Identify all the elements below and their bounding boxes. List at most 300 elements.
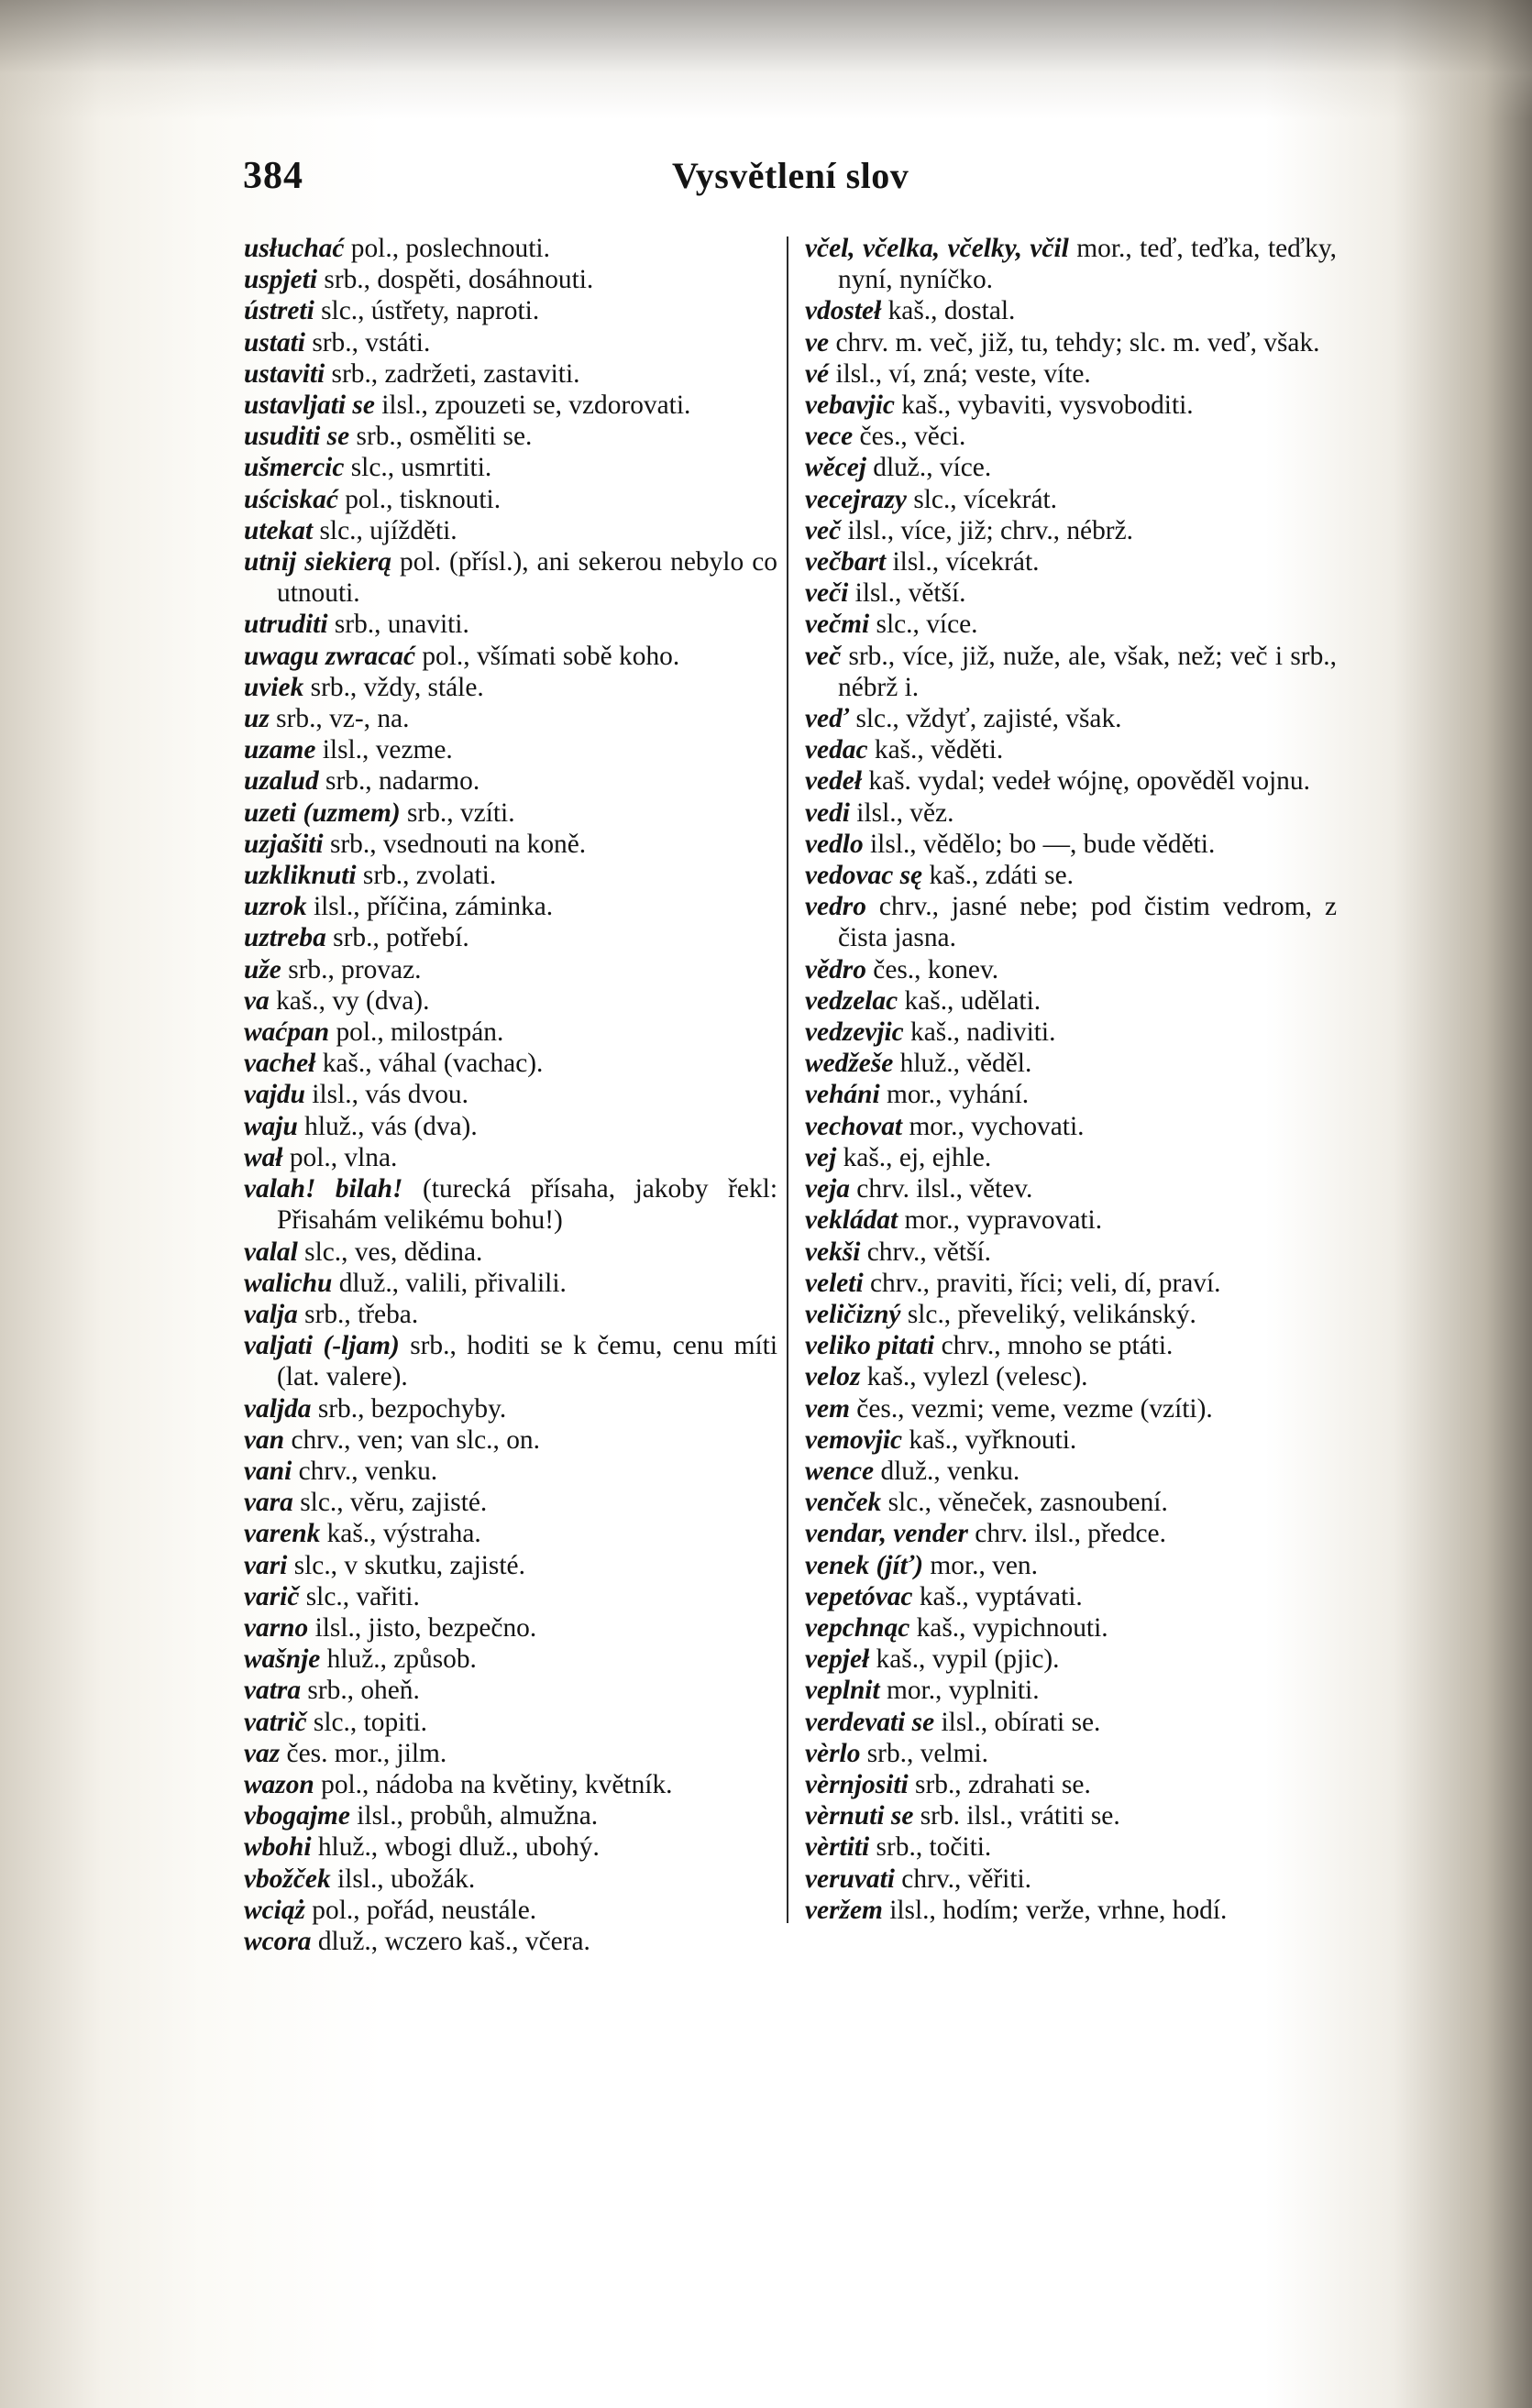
entry-definition: ilsl., ubožák. xyxy=(330,1864,476,1894)
dictionary-entry xyxy=(244,954,777,985)
entry-headword: varič xyxy=(244,1581,300,1611)
entry-headword: utnij siekierą xyxy=(244,547,391,577)
entry-headword: veja xyxy=(805,1174,850,1204)
dictionary-entry xyxy=(805,421,1337,452)
entry-definition: srb., nadarmo. xyxy=(318,766,480,797)
entry-headword: valjda xyxy=(244,1393,312,1424)
dictionary-entry xyxy=(244,1237,777,1268)
entry-headword: veď xyxy=(805,704,850,734)
entry-definition: čes., věci. xyxy=(853,422,966,452)
entry-headword: vedro xyxy=(805,892,866,922)
entry-headword: več xyxy=(805,641,842,671)
entry-definition: kaš., ej, ejhle. xyxy=(836,1142,992,1172)
entry-headword: vbogajme xyxy=(244,1801,350,1831)
entry-headword: vem xyxy=(805,1393,850,1424)
dictionary-entry xyxy=(244,1048,777,1079)
dictionary-entry xyxy=(805,1864,1337,1895)
entry-headword: uže xyxy=(244,954,281,984)
dictionary-entry xyxy=(244,609,777,640)
dictionary-entry xyxy=(805,295,1337,326)
entry-definition: ilsl., obírati se. xyxy=(934,1707,1101,1737)
entry-headword: valah! bilah! xyxy=(244,1174,403,1204)
dictionary-entry xyxy=(805,891,1337,953)
entry-definition: pol., tisknouti. xyxy=(337,484,501,514)
dictionary-entry xyxy=(244,264,777,295)
entry-definition: (turecká přísaha, jakoby řekl: Přisahám velikému bohu!) xyxy=(277,1174,777,1236)
dictionary-entry xyxy=(805,1048,1337,1079)
entry-headword: vedac xyxy=(805,735,868,765)
entry-definition: slc., věneček, zasnoubení. xyxy=(881,1488,1168,1518)
entry-headword: vekši xyxy=(805,1237,861,1267)
dictionary-entry xyxy=(805,546,1337,577)
entry-headword: ustati xyxy=(244,327,305,357)
dictionary-entry xyxy=(244,1487,777,1518)
entry-definition: slc., ves, dědina. xyxy=(297,1237,483,1267)
entry-headword: veháni xyxy=(805,1080,880,1110)
entry-definition: srb., zadržeti, zastaviti. xyxy=(325,358,580,389)
dictionary-entry xyxy=(244,891,777,922)
dictionary-entry xyxy=(244,1738,777,1769)
entry-definition: hluž., wbogi dluž., ubohý. xyxy=(311,1832,600,1863)
entry-headword: vatrič xyxy=(244,1707,307,1737)
dictionary-entry xyxy=(805,1800,1337,1831)
dictionary-entry xyxy=(805,1831,1337,1863)
entry-headword: več xyxy=(805,515,842,545)
dictionary-entry xyxy=(805,860,1337,891)
dictionary-entry xyxy=(244,765,777,797)
entry-headword: ve xyxy=(805,327,830,357)
entry-headword: wedžeše xyxy=(805,1049,894,1079)
dictionary-entry xyxy=(805,1330,1337,1361)
entry-definition: slc., ujížděti. xyxy=(313,515,457,545)
entry-headword: van xyxy=(244,1424,285,1455)
dictionary-entry xyxy=(244,295,777,326)
dictionary-entry xyxy=(805,452,1337,483)
entry-definition: kaš., vylezl (velesc). xyxy=(860,1362,1088,1392)
left-column xyxy=(244,233,777,1957)
entry-definition: ilsl., vědělo; bo —, bude věděti. xyxy=(863,829,1216,859)
entry-headword: vece xyxy=(805,422,854,452)
dictionary-entry xyxy=(244,1707,777,1738)
entry-headword: vedlo xyxy=(805,829,864,859)
dictionary-entry xyxy=(805,1456,1337,1487)
dictionary-entry xyxy=(244,1173,777,1236)
entry-definition: chrv., venku. xyxy=(292,1456,438,1486)
entry-definition: srb., dospěti, dosáhnouti. xyxy=(317,265,594,295)
entry-definition: ilsl., zpouzeti se, vzdorovati. xyxy=(374,390,691,421)
entry-definition: pol., milostpán. xyxy=(329,1017,504,1048)
entry-headword: uzrok xyxy=(244,892,307,922)
entry-definition: srb., třeba. xyxy=(297,1299,419,1329)
dictionary-entry xyxy=(805,797,1337,829)
dictionary-entry xyxy=(805,829,1337,860)
entry-headword: veplnit xyxy=(805,1676,880,1706)
entry-definition: srb., vsednouti na koně. xyxy=(323,829,587,859)
entry-headword: uwagu zwracać xyxy=(244,641,415,671)
entry-headword: vepjeł xyxy=(805,1644,870,1675)
entry-headword: vé xyxy=(805,358,830,389)
entry-definition: srb., vždy, stále. xyxy=(303,672,484,702)
entry-headword: vej xyxy=(805,1142,837,1172)
entry-definition: srb., unaviti. xyxy=(327,610,469,640)
page-header xyxy=(0,154,1532,200)
entry-definition: ilsl., probůh, almužna. xyxy=(349,1801,599,1831)
entry-definition: srb., hoditi se k čemu, cenu míti (lat. valere). xyxy=(277,1331,777,1392)
dictionary-entry xyxy=(244,1079,777,1110)
entry-headword: vara xyxy=(244,1488,293,1518)
dictionary-entry xyxy=(244,860,777,891)
dictionary-entry xyxy=(244,1926,777,1957)
entry-definition: srb., zvolati. xyxy=(356,861,497,891)
dictionary-entry xyxy=(244,641,777,672)
dictionary-entry xyxy=(244,1769,777,1800)
entry-headword: veliko pitati xyxy=(805,1331,935,1361)
entry-headword: va xyxy=(244,985,270,1016)
dictionary-entry xyxy=(244,1393,777,1424)
entry-definition: kaš., vy (dva). xyxy=(269,985,430,1016)
entry-headword: wence xyxy=(805,1456,875,1486)
entry-definition: slc., vařiti. xyxy=(299,1581,420,1611)
entry-headword: ústreti xyxy=(244,296,314,326)
entry-headword: vedzevjic xyxy=(805,1017,904,1048)
entry-headword: vèrlo xyxy=(805,1738,861,1768)
entry-definition: chrv. ilsl., větev. xyxy=(849,1174,1033,1204)
dictionary-entry xyxy=(244,1644,777,1675)
entry-definition: srb., oheň. xyxy=(301,1676,420,1706)
entry-definition: ilsl., vás dvou. xyxy=(304,1080,468,1110)
entry-definition: slc., věru, zajisté. xyxy=(292,1488,488,1518)
dictionary-entry xyxy=(244,1330,777,1392)
entry-definition: slc., vícekrát. xyxy=(906,484,1057,514)
entry-headword: vacheł xyxy=(244,1049,316,1079)
entry-headword: uzkliknuti xyxy=(244,861,357,891)
dictionary-entry xyxy=(244,1581,777,1612)
entry-definition: slc., topiti. xyxy=(306,1707,428,1737)
dictionary-entry xyxy=(805,358,1337,390)
entry-headword: wcora xyxy=(244,1926,312,1956)
dictionary-entry xyxy=(244,484,777,515)
entry-headword: valja xyxy=(244,1299,298,1329)
entry-headword: venček xyxy=(805,1488,882,1518)
dictionary-entry xyxy=(805,734,1337,765)
dictionary-entry xyxy=(805,985,1337,1017)
entry-headword: vajdu xyxy=(244,1080,305,1110)
dictionary-entry xyxy=(805,1738,1337,1769)
scan-shadow xyxy=(0,0,1532,119)
entry-headword: vèrtiti xyxy=(805,1832,870,1863)
entry-headword: vaz xyxy=(244,1738,281,1768)
dictionary-entry xyxy=(244,1895,777,1926)
entry-headword: ustavljati se xyxy=(244,390,375,421)
entry-headword: wěcej xyxy=(805,453,866,483)
entry-definition: hluž., způsob. xyxy=(320,1644,477,1675)
dictionary-entry xyxy=(805,1424,1337,1456)
dictionary-entry xyxy=(805,1142,1337,1173)
entry-definition: srb., potřebí. xyxy=(325,923,469,953)
entry-headword: verdevati se xyxy=(805,1707,935,1737)
page-number: 384 xyxy=(243,155,303,197)
entry-definition: dluž., více. xyxy=(865,453,992,483)
entry-headword: vdosteł xyxy=(805,296,882,326)
dictionary-entry xyxy=(805,1895,1337,1926)
entry-headword: usuditi se xyxy=(244,422,350,452)
entry-definition: mor., vyhání. xyxy=(879,1080,1030,1110)
entry-headword: vecejrazy xyxy=(805,484,907,514)
entry-definition: kaš., věděti. xyxy=(867,735,1004,765)
running-head: Vysvětlení slov xyxy=(672,155,909,196)
entry-headword: uzame xyxy=(244,735,316,765)
entry-headword: večmi xyxy=(805,610,870,640)
entry-headword: veloz xyxy=(805,1362,861,1392)
entry-definition: čes., vezmi; veme, vezme (vzíti). xyxy=(849,1393,1213,1424)
entry-headword: uściskać xyxy=(244,484,338,514)
dictionary-entry xyxy=(244,515,777,546)
dictionary-entry xyxy=(805,1675,1337,1706)
entry-definition: slc., více. xyxy=(869,610,978,640)
dictionary-entry xyxy=(244,1864,777,1895)
dictionary-entry xyxy=(244,1111,777,1142)
entry-headword: vedi xyxy=(805,797,850,828)
entry-definition: chrv., větší. xyxy=(860,1237,991,1267)
entry-definition: chrv., praviti, říci; veli, dí, praví. xyxy=(863,1268,1221,1298)
entry-headword: valal xyxy=(244,1237,298,1267)
entry-definition: ilsl., ví, zná; veste, víte. xyxy=(829,358,1091,389)
entry-definition: chrv. m. več, již, tu, tehdy; slc. m. veď, však. xyxy=(829,327,1320,357)
entry-definition: srb., bezpochyby. xyxy=(311,1393,507,1424)
entry-headword: wał xyxy=(244,1142,283,1172)
dictionary-entry xyxy=(244,1831,777,1863)
entry-headword: wazon xyxy=(244,1769,314,1799)
entry-definition: kaš., vypil (pjic). xyxy=(869,1644,1060,1675)
dictionary-entry xyxy=(244,734,777,765)
dictionary-entry xyxy=(805,765,1337,797)
entry-headword: venek (jíť) xyxy=(805,1550,924,1580)
entry-headword: usłuchać xyxy=(244,234,345,263)
dictionary-entry xyxy=(805,233,1337,295)
entry-definition: slc., převeliký, velikánský. xyxy=(900,1299,1196,1329)
entry-definition: chrv. ilsl., předce. xyxy=(967,1519,1166,1549)
dictionary-entry xyxy=(805,1518,1337,1549)
entry-definition: pol., vlna. xyxy=(282,1142,398,1172)
entry-definition: hluž., věděl. xyxy=(893,1049,1032,1079)
entry-definition: kaš., váhal (vachac). xyxy=(315,1049,544,1079)
entry-definition: pol., všímati sobě koho. xyxy=(415,641,680,671)
entry-definition: srb., více, již, nuže, ale, však, než; več i srb., nébrž i. xyxy=(838,641,1337,702)
dictionary-entry xyxy=(244,703,777,734)
dictionary-entry xyxy=(805,390,1337,421)
entry-headword: vedzelac xyxy=(805,985,898,1016)
entry-definition: dluž., wczero kaš., včera. xyxy=(311,1926,590,1956)
entry-definition: kaš., vyřknouti. xyxy=(902,1424,1077,1455)
entry-headword: večbart xyxy=(805,547,887,577)
entry-headword: vèrnjositi xyxy=(805,1769,909,1799)
dictionary-entry xyxy=(805,703,1337,734)
dictionary-entry xyxy=(244,1017,777,1048)
entry-definition: mor., ven. xyxy=(923,1550,1038,1580)
right-column xyxy=(805,233,1337,1926)
dictionary-entry xyxy=(805,1361,1337,1392)
entry-definition: srb., velmi. xyxy=(860,1738,988,1768)
column-divider xyxy=(787,236,788,1923)
dictionary-entry xyxy=(244,358,777,390)
entry-definition: srb., osměliti se. xyxy=(349,422,533,452)
dictionary-entry xyxy=(805,609,1337,640)
entry-headword: veči xyxy=(805,578,849,609)
entry-headword: varno xyxy=(244,1612,309,1643)
entry-headword: veličizný xyxy=(805,1299,901,1329)
dictionary-entry xyxy=(805,1550,1337,1581)
dictionary-entry xyxy=(244,327,777,358)
entry-headword: uzeti (uzmem) xyxy=(244,797,401,828)
entry-definition: ilsl., vezme. xyxy=(315,735,453,765)
entry-headword: vatra xyxy=(244,1676,302,1706)
dictionary-entry xyxy=(244,922,777,953)
entry-headword: ustaviti xyxy=(244,358,325,389)
entry-definition: slc., ústřety, naproti. xyxy=(314,296,540,326)
dictionary-entry xyxy=(805,577,1337,609)
dictionary-entry xyxy=(244,1800,777,1831)
entry-headword: wbohi xyxy=(244,1832,312,1863)
dictionary-entry xyxy=(244,1142,777,1173)
entry-definition: srb., provaz. xyxy=(281,954,422,984)
dictionary-entry xyxy=(805,1612,1337,1644)
dictionary-entry xyxy=(244,829,777,860)
dictionary-entry xyxy=(805,1017,1337,1048)
entry-headword: utruditi xyxy=(244,610,328,640)
entry-definition: čes. mor., jilm. xyxy=(280,1738,447,1768)
dictionary-entry xyxy=(244,1456,777,1487)
dictionary-entry xyxy=(244,546,777,609)
entry-definition: chrv., jasné nebe; pod čistim vedrom, z čista jasna. xyxy=(838,892,1337,953)
entry-definition: ilsl., více, již; chrv., nébrž. xyxy=(841,515,1133,545)
dictionary-entry xyxy=(244,985,777,1017)
entry-headword: vedovac sę xyxy=(805,861,923,891)
dictionary-entry xyxy=(244,672,777,703)
entry-definition: ilsl., hodím; verže, vrhne, hodí. xyxy=(882,1895,1228,1925)
entry-headword: waćpan xyxy=(244,1017,330,1048)
entry-headword: vbožček xyxy=(244,1864,331,1894)
dictionary-entry xyxy=(244,233,777,264)
dictionary-entry xyxy=(244,797,777,829)
entry-headword: vekládat xyxy=(805,1205,898,1236)
entry-definition: pol., pořád, neustále. xyxy=(304,1895,537,1925)
entry-definition: mor., teď, teďka, teďky, nyní, nyníčko. xyxy=(838,234,1337,295)
entry-definition: dluž., venku. xyxy=(874,1456,1020,1486)
entry-definition: pol., poslechnouti. xyxy=(344,234,550,263)
entry-definition: srb., vstáti. xyxy=(304,327,431,357)
entry-headword: varenk xyxy=(244,1519,321,1549)
dictionary-entry xyxy=(244,1518,777,1549)
dictionary-entry xyxy=(805,515,1337,546)
entry-headword: uzalud xyxy=(244,766,319,797)
dictionary-entry xyxy=(244,1299,777,1330)
entry-headword: vepchnąc xyxy=(805,1612,910,1643)
entry-definition: srb., točiti. xyxy=(869,1832,992,1863)
entry-headword: uviek xyxy=(244,672,304,702)
entry-headword: ušmercic xyxy=(244,453,345,483)
entry-definition: čes., konev. xyxy=(865,954,999,984)
entry-definition: srb., vzíti. xyxy=(400,797,515,828)
entry-definition: dluž., valili, přivalili. xyxy=(332,1268,567,1298)
entry-headword: vemovjic xyxy=(805,1424,903,1455)
dictionary-entry xyxy=(805,1581,1337,1612)
entry-definition: ilsl., příčina, záminka. xyxy=(306,892,554,922)
entry-definition: srb., vz-, na. xyxy=(269,704,410,734)
dictionary-entry xyxy=(805,641,1337,703)
entry-definition: chrv., mnoho se ptáti. xyxy=(934,1331,1174,1361)
entry-definition: chrv., věřiti. xyxy=(894,1864,1032,1894)
entry-definition: chrv., ven; van slc., on. xyxy=(284,1424,540,1455)
dictionary-entry xyxy=(805,484,1337,515)
dictionary-entry xyxy=(805,1487,1337,1518)
dictionary-entry xyxy=(244,452,777,483)
dictionary-entry xyxy=(244,1550,777,1581)
entry-headword: uztreba xyxy=(244,923,326,953)
dictionary-entry xyxy=(805,1707,1337,1738)
entry-headword: veržem xyxy=(805,1895,883,1925)
entry-definition: kaš., udělati. xyxy=(898,985,1042,1016)
dictionary-entry xyxy=(805,327,1337,358)
entry-headword: veleti xyxy=(805,1268,864,1298)
entry-headword: waju xyxy=(244,1111,298,1141)
entry-definition: kaš., výstraha. xyxy=(320,1519,481,1549)
entry-headword: uzjašiti xyxy=(244,829,324,859)
entry-definition: ilsl., větší. xyxy=(848,578,966,609)
entry-definition: slc., v skutku, zajisté. xyxy=(287,1550,525,1580)
dictionary-entry xyxy=(244,1424,777,1456)
entry-definition: kaš. vydal; vedeł wójnę, opověděl vojnu. xyxy=(862,766,1310,797)
entry-headword: wašnje xyxy=(244,1644,321,1675)
entry-definition: hluž., vás (dva). xyxy=(297,1111,478,1141)
entry-definition: slc., vždyť, zajisté, však. xyxy=(849,704,1122,734)
dictionary-entry xyxy=(244,390,777,421)
dictionary-entry xyxy=(805,1237,1337,1268)
dictionary-entry xyxy=(805,1393,1337,1424)
entry-definition: mor., vyplniti. xyxy=(879,1676,1040,1706)
dictionary-entry xyxy=(244,1675,777,1706)
dictionary-entry xyxy=(805,1268,1337,1299)
dictionary-entry xyxy=(805,1204,1337,1236)
entry-definition: kaš., vybaviti, vysvoboditi. xyxy=(894,390,1194,421)
entry-definition: kaš., vyptávati. xyxy=(912,1581,1083,1611)
entry-headword: vani xyxy=(244,1456,292,1486)
dictionary-entry xyxy=(805,954,1337,985)
entry-headword: wciąż xyxy=(244,1895,305,1925)
dictionary-entry xyxy=(805,1079,1337,1110)
entry-headword: vendar, vender xyxy=(805,1519,968,1549)
dictionary-entry xyxy=(805,1644,1337,1675)
entry-definition: slc., usmrtiti. xyxy=(344,453,492,483)
dictionary-entry xyxy=(805,1173,1337,1204)
dictionary-entry xyxy=(244,1612,777,1644)
entry-definition: kaš., nadiviti. xyxy=(903,1017,1056,1048)
entry-definition: mor., vypravovati. xyxy=(898,1205,1103,1236)
entry-headword: utekat xyxy=(244,515,314,545)
entry-headword: vedeł xyxy=(805,766,862,797)
entry-headword: vari xyxy=(244,1550,288,1580)
entry-headword: vědro xyxy=(805,954,866,984)
entry-headword: vepetóvac xyxy=(805,1581,913,1611)
entry-headword: vèrnuti se xyxy=(805,1801,914,1831)
entry-headword: veruvati xyxy=(805,1864,895,1894)
entry-definition: ilsl., jisto, bezpečno. xyxy=(308,1612,537,1643)
entry-definition: srb., zdrahati se. xyxy=(908,1769,1091,1799)
entry-definition: ilsl., vícekrát. xyxy=(886,547,1040,577)
entry-definition: srb. ilsl., vrátiti se. xyxy=(913,1801,1120,1831)
entry-definition: kaš., vypichnouti. xyxy=(909,1612,1108,1643)
entry-headword: uz xyxy=(244,704,270,734)
entry-definition: ilsl., věz. xyxy=(849,797,954,828)
